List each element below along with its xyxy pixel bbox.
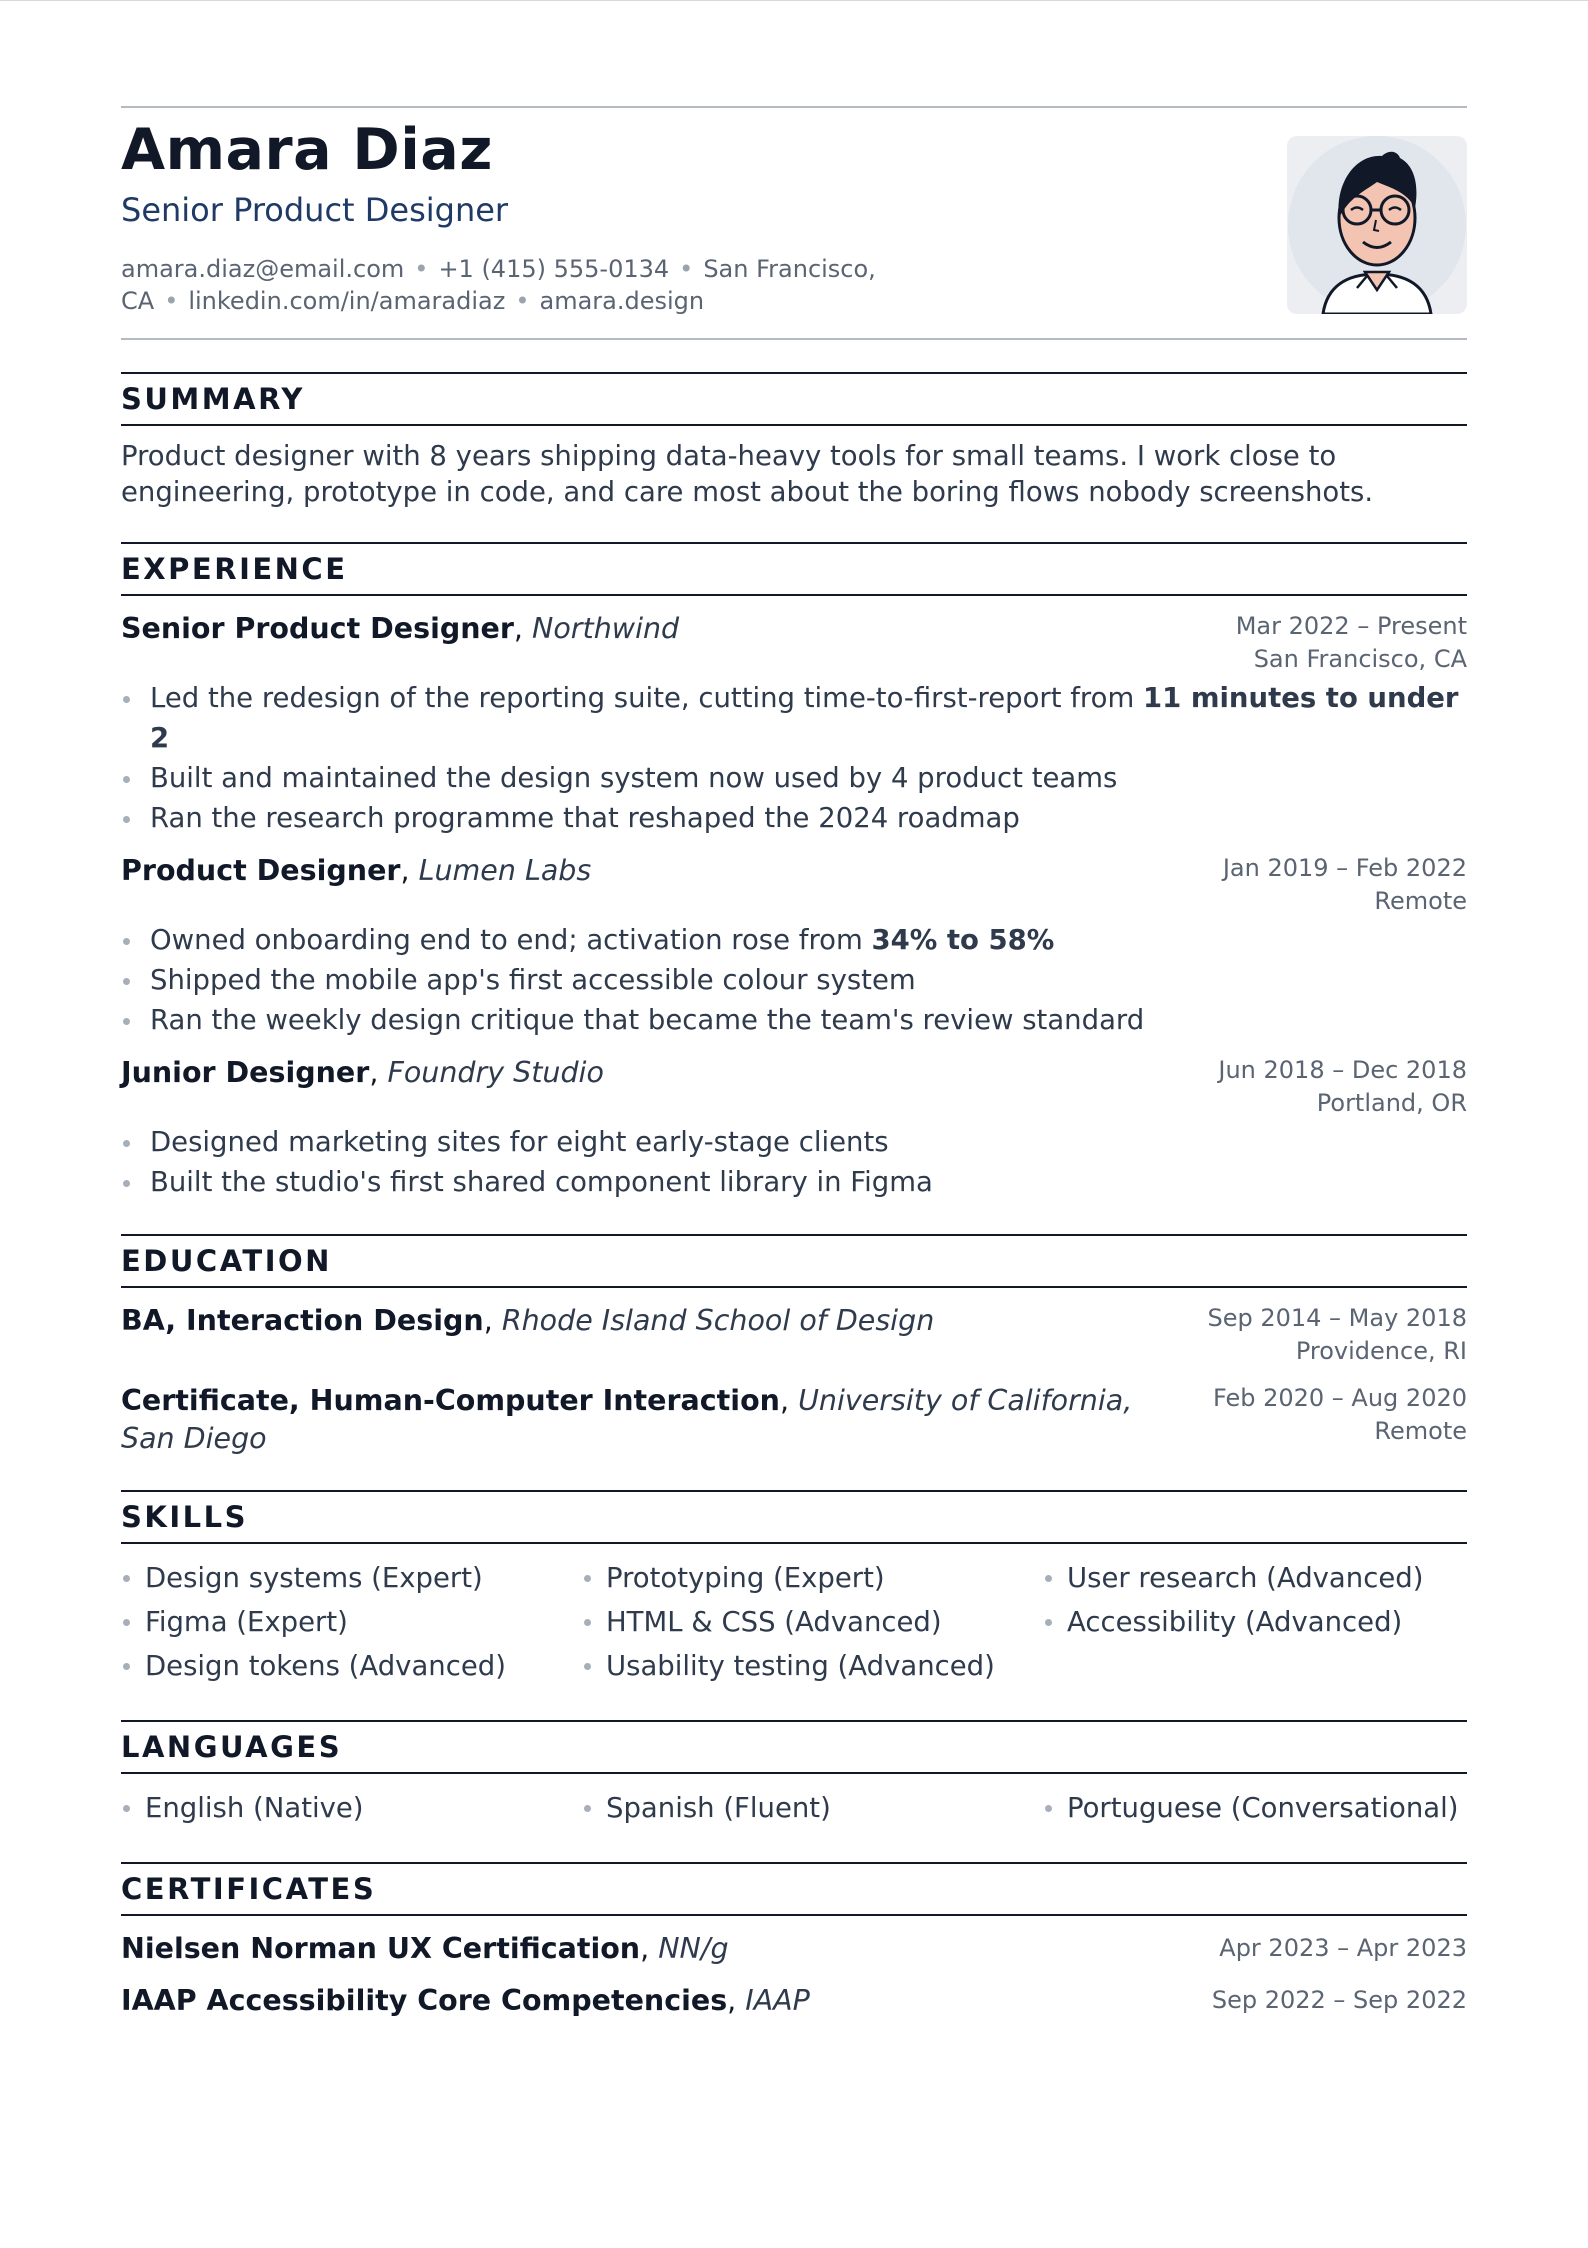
certificate-name: Nielsen Norman UX Certification <box>121 1932 641 1965</box>
bullet-text: Built and maintained the design system now used by 4 product teams <box>150 762 1118 794</box>
skill-item: Prototyping (Expert) <box>582 1556 1043 1600</box>
job-dates: Mar 2022 – Present <box>1235 612 1467 640</box>
education-location: Providence, RI <box>1295 1337 1467 1365</box>
certificate-entry <box>121 1930 1467 1982</box>
contact-email: amara.diaz@email.com <box>121 255 405 283</box>
education-location: Remote <box>1374 1417 1467 1445</box>
bullet-highlight: 34% to 58% <box>871 924 1055 956</box>
job-title: Junior Designer <box>121 1056 370 1089</box>
education-meta <box>1213 1382 1467 1448</box>
candidate-headline: Senior Product Designer <box>121 191 509 229</box>
experience-meta <box>1236 610 1467 676</box>
bullet-text: Built the studio's first shared component library in Figma <box>150 1166 933 1198</box>
skills-heading-label: SKILLS <box>121 1500 248 1534</box>
education-meta <box>1207 1302 1467 1368</box>
certificate-name: IAAP Accessibility Core Competencies <box>121 1984 728 2017</box>
skill-item: HTML & CSS (Advanced) <box>582 1600 1043 1644</box>
language-item: Portuguese (Conversational) <box>1043 1786 1467 1830</box>
bullet-text: Ran the weekly design critique that became the team's review standard <box>150 1004 1145 1036</box>
languages-list <box>121 1786 1467 1830</box>
degree-name: Certificate, Human-Computer Interaction <box>121 1384 780 1417</box>
summary-heading <box>121 372 1467 426</box>
header-bottom-rule <box>121 338 1467 340</box>
contact-line <box>121 253 921 317</box>
experience-entry <box>121 1054 1467 1202</box>
skill-item: Usability testing (Advanced) <box>582 1644 1043 1688</box>
education-heading <box>121 1234 1467 1288</box>
contact-separator: • <box>164 287 179 315</box>
experience-meta <box>1218 1054 1467 1120</box>
certificate-dates: Apr 2023 – Apr 2023 <box>1219 1934 1467 1962</box>
contact-separator: • <box>414 255 429 283</box>
bullet-highlight: 11 minutes to under 2 <box>150 682 1459 754</box>
role-separator: , <box>513 612 533 645</box>
degree-separator: , <box>779 1384 799 1417</box>
degree-separator: , <box>483 1304 502 1337</box>
skill-item: Design tokens (Advanced) <box>121 1644 582 1688</box>
skills-heading <box>121 1490 1467 1544</box>
education-degree <box>121 1382 1181 1458</box>
bullet-text: Shipped the mobile app's first accessible colour system <box>150 964 916 996</box>
experience-entry-header <box>121 1054 1467 1117</box>
certificate-issuer: IAAP <box>745 1984 810 2017</box>
job-title: Product Designer <box>121 854 401 887</box>
contact-linkedin: linkedin.com/in/amaradiaz <box>188 287 506 315</box>
candidate-name: Amara Diaz <box>121 117 493 183</box>
certificate-dates: Sep 2022 – Sep 2022 <box>1211 1986 1467 2014</box>
experience-entry-header <box>121 610 1467 673</box>
experience-bullet <box>121 1162 1467 1202</box>
experience-entry <box>121 610 1467 838</box>
resume-page <box>121 106 1467 2034</box>
education-entry <box>121 1302 1467 1368</box>
summary-text: Product designer with 8 years shipping data-heavy tools for small teams. I work close to engineering, prototype in code, and care most about the boring flows nobody screenshots. <box>121 440 1374 508</box>
experience-bullet <box>121 960 1467 1000</box>
school-name: Rhode Island School of Design <box>501 1304 935 1337</box>
certificates-heading <box>121 1862 1467 1916</box>
experience-bullets <box>121 920 1467 1040</box>
job-dates: Jun 2018 – Dec 2018 <box>1218 1056 1467 1084</box>
job-location: Portland, OR <box>1316 1089 1467 1117</box>
bullet-text: Owned onboarding end to end; activation rose from <box>150 924 872 956</box>
education-dates: Sep 2014 – May 2018 <box>1207 1304 1467 1332</box>
avatar-illustration <box>1287 136 1467 314</box>
bullet-text: Ran the research programme that reshaped the 2024 roadmap <box>150 802 1020 834</box>
job-dates: Jan 2019 – Feb 2022 <box>1222 854 1467 882</box>
role-separator: , <box>400 854 419 887</box>
certificates-heading-label: CERTIFICATES <box>121 1872 377 1906</box>
certificate-separator: , <box>727 1984 746 2017</box>
page-top-border <box>0 0 1588 1</box>
skill-item: User research (Advanced) <box>1043 1556 1467 1600</box>
certificate-issuer: NN/g <box>658 1932 729 1965</box>
summary-heading-label: SUMMARY <box>121 382 305 416</box>
skills-list <box>121 1556 1467 1688</box>
experience-entry-header <box>121 852 1467 915</box>
job-location: Remote <box>1374 887 1467 915</box>
skill-item: Design systems (Expert) <box>121 1556 582 1600</box>
contact-phone: +1 (415) 555-0134 <box>438 255 670 283</box>
contact-separator: • <box>679 255 694 283</box>
role-separator: , <box>369 1056 388 1089</box>
experience-heading-label: EXPERIENCE <box>121 552 348 586</box>
experience-heading <box>121 542 1467 596</box>
languages-heading-label: LANGUAGES <box>121 1730 343 1764</box>
education-degree <box>121 1302 1181 1340</box>
language-item: Spanish (Fluent) <box>582 1786 1043 1830</box>
certificate-title <box>121 1930 729 1968</box>
experience-bullets <box>121 678 1467 838</box>
certificate-title <box>121 1982 810 2020</box>
contact-separator: • <box>515 287 530 315</box>
language-item: English (Native) <box>121 1786 582 1830</box>
bullet-text: Led the redesign of the reporting suite, cutting time-to-first-report from <box>150 682 1143 714</box>
job-title: Senior Product Designer <box>121 612 514 645</box>
profile-avatar <box>1287 136 1467 314</box>
bullet-text: Designed marketing sites for eight early-stage clients <box>150 1126 889 1158</box>
education-heading-label: EDUCATION <box>121 1244 332 1278</box>
job-location: San Francisco, CA <box>1253 645 1467 673</box>
company-name: Lumen Labs <box>418 854 592 887</box>
school-name: University of California, San Diego <box>121 1384 1133 1455</box>
skill-item: Accessibility (Advanced) <box>1043 1600 1467 1644</box>
experience-bullet <box>121 798 1467 838</box>
experience-meta <box>1223 852 1467 918</box>
contact-location: San Francisco, CA <box>121 255 876 315</box>
education-dates: Feb 2020 – Aug 2020 <box>1212 1384 1467 1412</box>
languages-heading <box>121 1720 1467 1774</box>
education-entry <box>121 1382 1467 1458</box>
certificate-entry <box>121 1982 1467 2034</box>
company-name: Foundry Studio <box>387 1056 604 1089</box>
experience-bullet <box>121 758 1467 798</box>
skill-item: Figma (Expert) <box>121 1600 582 1644</box>
experience-bullet <box>121 1000 1467 1040</box>
experience-bullet <box>121 678 1467 758</box>
experience-bullet <box>121 1122 1467 1162</box>
resume-header <box>121 108 1467 338</box>
experience-bullet <box>121 920 1467 960</box>
company-name: Northwind <box>532 612 680 645</box>
experience-bullets <box>121 1122 1467 1202</box>
contact-website: amara.design <box>539 287 705 315</box>
degree-name: BA, Interaction Design <box>121 1304 484 1337</box>
experience-entry <box>121 852 1467 1040</box>
certificate-separator: , <box>640 1932 659 1965</box>
